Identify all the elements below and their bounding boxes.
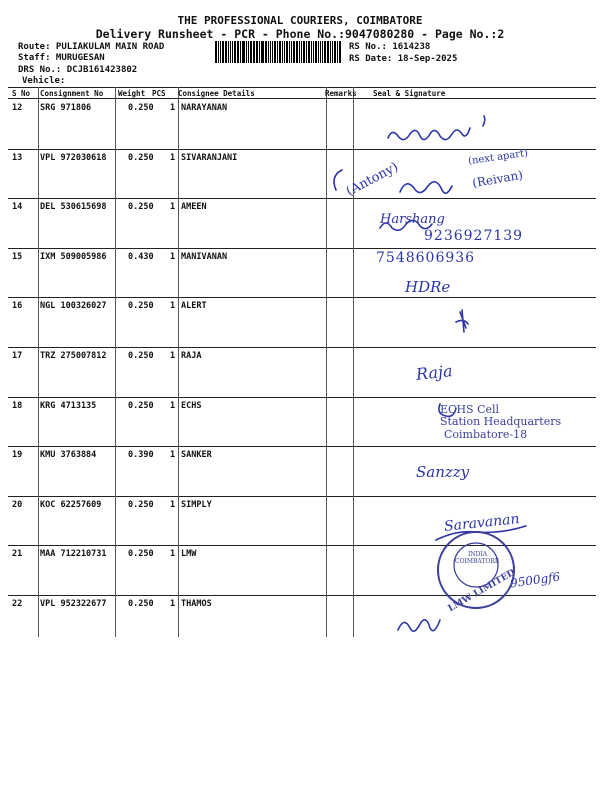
- cell-consignee: SIVARANJANI: [181, 152, 238, 163]
- cell-consignment: KMU 3763884: [40, 450, 97, 461]
- cell-consignee: NARAYANAN: [181, 103, 228, 113]
- cell-weight: 0.250: [128, 152, 154, 163]
- cell-consignment: DEL 530615698: [40, 202, 107, 213]
- handwriting-row13-name: (Reivan): [471, 167, 524, 191]
- vehicle-label: Vehicle:: [22, 76, 66, 86]
- header-consignment: Consignment No: [40, 89, 104, 98]
- header-remarks: Remarks: [325, 89, 357, 98]
- header-consignee: Consignee Details: [178, 89, 255, 98]
- header-pcs: PCS: [152, 89, 166, 98]
- handwriting-row17-name: Raja: [415, 361, 454, 384]
- runsheet-subtitle: Delivery Runsheet - PCR - Phone No.:9047080280 - Page No.:2: [95, 27, 505, 41]
- cell-pcs: 1: [170, 251, 176, 262]
- cell-weight: 0.250: [128, 351, 154, 361]
- cell-pcs: 1: [170, 450, 176, 461]
- drs-label: DRS No.: DCJB161423802: [18, 65, 138, 75]
- cell-pcs: 1: [170, 549, 176, 560]
- cell-consignee: ECHS: [181, 400, 202, 411]
- staff-label: Staff: MURUGESAN: [18, 53, 105, 63]
- cell-pcs: 1: [170, 599, 176, 609]
- lmw-stamp-inner-text2: INDIA: [468, 551, 488, 558]
- rs-date: RS Date: 18-Sep-2025: [349, 54, 458, 64]
- cell-sno: 13: [12, 152, 23, 163]
- cell-sno: 19: [12, 450, 23, 461]
- signature-row12-tick: [483, 116, 485, 126]
- cell-consignee: AMEEN: [181, 202, 207, 213]
- cell-sno: 16: [12, 301, 23, 312]
- handwriting-row13-note: (Antony): [343, 159, 401, 200]
- cell-consignee: RAJA: [181, 351, 202, 361]
- cell-pcs: 1: [170, 202, 176, 213]
- signature-row13: [400, 182, 452, 193]
- signature-row12: [388, 128, 470, 140]
- cell-weight: 0.250: [128, 301, 154, 312]
- echs-stamp-line1: ECHS Cell: [440, 403, 500, 416]
- header-seal-signature: Seal & Signature: [373, 89, 446, 98]
- handwriting-row14-name: Harshang: [380, 212, 445, 227]
- cell-consignment: KRG 4713135: [40, 400, 97, 411]
- route-label: Route: PULIAKULAM MAIN ROAD: [18, 42, 165, 52]
- handwriting-row15-name: HDRe: [405, 278, 451, 296]
- signature-row13-paren: [334, 170, 342, 190]
- cell-sno: 15: [12, 251, 23, 262]
- handwriting-row15-phone: 7548606936: [376, 250, 476, 266]
- lmw-stamp-text: LMW LIMITED: [446, 567, 518, 615]
- cell-weight: 0.390: [128, 450, 154, 461]
- cell-consignee: MANIVANAN: [181, 251, 228, 262]
- cell-consignee: SANKER: [181, 450, 212, 461]
- cell-consignment: SRG 971806: [40, 103, 92, 113]
- cell-consignee: THAMOS: [181, 599, 212, 609]
- cell-consignment: VPL 972030618: [40, 152, 107, 163]
- cell-consignee: ALERT: [181, 301, 207, 312]
- cell-pcs: 1: [170, 351, 176, 361]
- cell-sno: 12: [12, 103, 23, 113]
- handwriting-row13-note2: (next apart): [467, 147, 529, 168]
- signature-row22: [398, 620, 440, 631]
- cell-pcs: 1: [170, 400, 176, 411]
- cell-weight: 0.250: [128, 103, 154, 113]
- cell-consignment: VPL 952322677: [40, 599, 107, 609]
- cell-sno: 21: [12, 549, 23, 560]
- handwriting-row19-name: Sanzzy: [416, 463, 470, 481]
- cell-sno: 17: [12, 351, 23, 361]
- cell-sno: 22: [12, 599, 23, 609]
- handwriting-row20-name: Saravanan: [443, 511, 521, 535]
- cell-weight: 0.430: [128, 251, 154, 262]
- cell-sno: 18: [12, 400, 23, 411]
- cell-sno: 20: [12, 499, 23, 510]
- echs-stamp-line2: Station Headquarters: [440, 415, 562, 428]
- lmw-stamp-inner-text: COIMBATORE: [455, 558, 500, 565]
- cell-weight: 0.250: [128, 400, 154, 411]
- cell-weight: 0.250: [128, 202, 154, 213]
- signature-row16: [456, 310, 468, 332]
- cell-consignee: SIMPLY: [181, 499, 212, 510]
- cell-consignment: MAA 712210731: [40, 549, 107, 560]
- handwriting-row21-phone: 9500gf6: [509, 569, 562, 591]
- cell-consignee: LMW: [181, 549, 197, 560]
- cell-consignment: IXM 509005986: [40, 251, 107, 262]
- header-sno: S No: [12, 89, 31, 98]
- cell-pcs: 1: [170, 301, 176, 312]
- echs-stamp-line3: Coimbatore-18: [444, 428, 528, 441]
- cell-pcs: 1: [170, 103, 176, 113]
- cell-consignment: NGL 100326027: [40, 301, 107, 312]
- cell-weight: 0.250: [128, 499, 154, 510]
- cell-weight: 0.250: [128, 599, 154, 609]
- cell-consignment: KOC 62257609: [40, 499, 102, 510]
- cell-pcs: 1: [170, 499, 176, 510]
- cell-weight: 0.250: [128, 549, 154, 560]
- rs-number: RS No.: 1614238: [349, 42, 431, 52]
- cell-sno: 14: [12, 202, 23, 213]
- handwriting-row14-phone: 9236927139: [424, 228, 524, 244]
- cell-consignment: TRZ 275007812: [40, 351, 107, 361]
- company-title: THE PROFESSIONAL COURIERS, COIMBATORE: [177, 14, 423, 27]
- header-weight: Weight: [118, 89, 146, 98]
- cell-pcs: 1: [170, 152, 176, 163]
